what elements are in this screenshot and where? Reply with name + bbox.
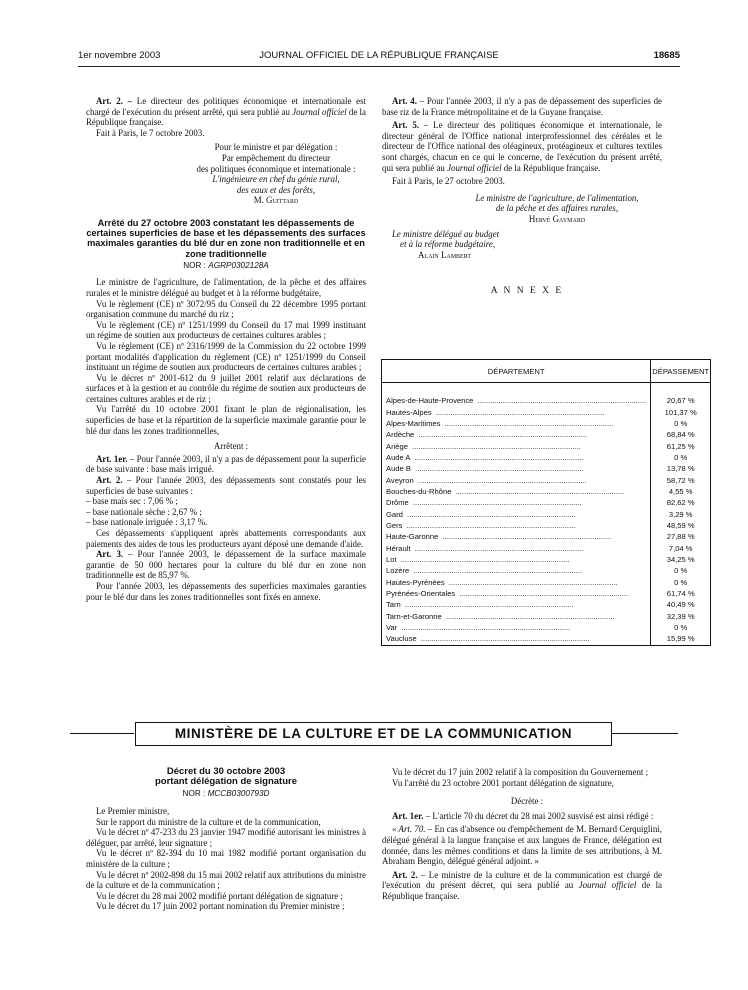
- art5-paragraph: Art. 5. – Le directeur des politiques économique et internationale, le directeur général de l'Office national interprofessionnel des céréales et le directeur de l'Office national des oléagineux, protéagineux et cultures textiles sont chargés, chacun en ce qui le concerne, de l'exécution du présent arrêté, qui sera publié au Journal officiel de la République française.: [382, 120, 662, 173]
- banner-rule-left: [70, 733, 134, 734]
- decret-right-para: Vu l'arrêté du 23 octobre 2001 portant délégation de signature,: [392, 777, 614, 788]
- depassement-cell: 7,04 %: [668, 543, 693, 553]
- decret-left-column: [86, 767, 366, 912]
- depassement-cell: 0 %: [674, 452, 688, 462]
- arrete-para: Vu le décret nº 2001-612 du 9 juillet 2001 relatif aux déclarations de surfaces et à la gestion et au contrôle du régime de soutien aux producteurs de certaines cultures arables et de riz ;: [86, 372, 366, 404]
- departement-cell: Hautes-Pyrénées ................................................................................: [382, 577, 651, 588]
- departement-cell: Var ................................................................................: [382, 622, 651, 633]
- decret-art2: Art. 2. – Le ministre de la culture et de la communication est chargé de l'exécution du présent décret, qui sera publié au Journal officiel de la République française.: [382, 869, 662, 901]
- left-column-top: [86, 96, 366, 602]
- departement-cell: Aveyron ................................................................................: [382, 474, 651, 485]
- arrete-nor: NOR : AGRP0302128A: [183, 260, 269, 270]
- header-page-number: 18685: [653, 50, 680, 61]
- header-journal-title: JOURNAL OFFICIEL DE LA RÉPUBLIQUE FRANÇAISE: [259, 50, 499, 61]
- depassement-cell: 34,25 %: [666, 554, 695, 564]
- arrete-art3: Art. 3. – Pour l'année 2003, le dépassement de la surface maximale garantie de 50 000 hectares pour la culture du blé dur en zone non traditionnelle est de 85,97 %.: [86, 549, 366, 581]
- depassement-cell: 32,39 %: [666, 611, 695, 621]
- depassement-cell: 58,72 %: [666, 475, 695, 485]
- decret-right-para: Vu le décret du 17 juin 2002 relatif à la composition du Gouvernement ;: [392, 767, 649, 777]
- table-row: [382, 463, 711, 474]
- decret-para: Vu le décret nº 2002-898 du 15 mai 2002 relatif aux attributions du ministre de la culture et de la communication ;: [86, 869, 366, 891]
- departement-cell: Ardèche ................................................................................: [382, 429, 651, 440]
- base-item: – base nationale irriguée : 3,17 %.: [86, 517, 208, 528]
- minister-signature-1: Le ministre de l'agriculture, de l'alimentation, de la pêche et des affaires rurales, Hervé Gaymard: [475, 192, 639, 224]
- arrete-title: Arrêté du 27 octobre 2003 constatant les dépassements de certaines superficies de base et les dépassements des surfaces maximales garanties du blé dur en zone non traditionnelle et en zone traditionnelle: [86, 217, 366, 259]
- decret-art70: « Art. 70. – En cas d'absence ou d'empêchement de M. Bernard Cerquiglini, délégué général à la langue française et aux langues de France, délégation est donnée, dans les mêmes conditions et dans la limite de ses attributions, à M. Abraham Bengio, délégué général adjoint. »: [382, 824, 662, 867]
- art4-paragraph: Art. 4. – Pour l'année 2003, il n'y a pas de dépassement des superficies de base riz de la France métropolitaine et de la Guyane française.: [382, 96, 662, 117]
- departement-cell: Aude B ................................................................................: [382, 463, 651, 474]
- minister-signature-2: Le ministre délégué au budget et à la réforme budgétaire, Alain Lambert: [392, 228, 500, 260]
- ministry-banner: MINISTÈRE DE LA CULTURE ET DE LA COMMUNICATION: [135, 722, 612, 746]
- table-row: [382, 542, 711, 553]
- arrete-art2: Art. 2. – Pour l'année 2003, des dépassements sont constatés pour les superficies de base suivantes :: [86, 475, 366, 496]
- depassement-cell: 0 %: [674, 418, 688, 428]
- right-column-top: [382, 96, 662, 297]
- table-row: [382, 622, 711, 633]
- table-row: [382, 531, 711, 542]
- depassement-cell: 27,88 %: [666, 532, 695, 542]
- table-row: [382, 520, 711, 531]
- table-row: [382, 497, 711, 508]
- col-header-departement: DÉPARTEMENT: [382, 360, 651, 383]
- decret-para: Vu le décret nº 47-233 du 23 janvier 1947 modifié autorisant les ministres à déléguer, par arrêté, leur signature ;: [86, 827, 366, 848]
- decret-para: Vu le décret du 17 juin 2002 portant nomination du Premier ministre ;: [96, 901, 345, 912]
- arrete-art3b: Pour l'année 2003, les dépassements des superficies maximales garanties pour le blé dur dans les zones traditionnelles sont fixés en annexe.: [86, 580, 366, 602]
- decrete: Décrète :: [510, 796, 544, 807]
- arrete-para: Vu le règlement (CE) nº 2316/1999 de la Commission du 22 octobre 1999 portant modalités d'application du règlement (CE) nº 1251/1999 du Conseil instituant un régime de soutien aux producteurs de certaines cultures arables ;: [86, 340, 366, 373]
- decret-para: Le Premier ministre,: [96, 806, 170, 816]
- arrete-ces: Ces dépassements s'appliquent après abattements correspondants aux paiements des aides de tous les producteurs ayant déposé une demande d'aide.: [86, 528, 366, 549]
- departement-cell: Aude A ................................................................................: [382, 452, 651, 463]
- departement-cell: Gers ................................................................................: [382, 520, 651, 531]
- decret-para: Vu le décret nº 82-394 du 10 mai 1982 modifié portant organisation du ministère de la culture ;: [86, 848, 366, 869]
- departement-cell: Hautes-Alpes ................................................................................: [382, 406, 651, 417]
- depassement-cell: 15,99 %: [666, 634, 695, 644]
- departement-cell: Bouches-du-Rhône ................................................................................: [382, 486, 651, 497]
- annexe-table: [381, 359, 711, 646]
- signature-block: Pour le ministre et par délégation : Par empêchement du directeur des politiques économique et internationale : L'ingénieure en chef du génie rural, des eaux et des forêts, M. Guittard: [176, 142, 366, 206]
- table-row: [382, 633, 711, 645]
- departement-cell: Tarn ................................................................................: [382, 599, 651, 610]
- header-date: 1er novembre 2003: [78, 50, 161, 61]
- banner-rule-right: [612, 733, 678, 734]
- decret-title: Décret du 30 octobre 2003 portant délégation de signature: [155, 766, 297, 788]
- arrete-para: Vu l'arrêté du 10 octobre 2001 fixant le plan de régionalisation, les superficies de base et la répartition de la superficie maximale garantie pour le blé dur dans les zones traditionnelles,: [86, 404, 366, 436]
- departement-cell: Vaucluse ................................................................................: [382, 633, 651, 645]
- depassement-cell: 0 %: [674, 566, 688, 576]
- depassement-cell: 48,59 %: [666, 520, 695, 530]
- table-row: [382, 395, 711, 406]
- table-row: [382, 474, 711, 485]
- table-row: [382, 577, 711, 588]
- departement-cell: Tarn-et-Garonne ................................................................................: [382, 611, 651, 622]
- table-row: [382, 429, 711, 440]
- depassement-cell: 0 %: [674, 577, 688, 587]
- departement-cell: Haute-Garonne ................................................................................: [382, 531, 651, 542]
- decret-art1: Art. 1er. – L'article 70 du décret du 28 mai 2002 susvisé est ainsi rédigé :: [392, 810, 654, 821]
- base-item: – base nationale sèche : 2,67 % ;: [86, 506, 202, 517]
- departement-cell: Lot ................................................................................: [382, 554, 651, 565]
- base-item: – base maïs sec : 7,06 % ;: [86, 496, 178, 507]
- table-row: [382, 440, 711, 451]
- table-row: [382, 599, 711, 610]
- table-row: [382, 452, 711, 463]
- depassement-cell: 68,84 %: [666, 430, 695, 440]
- page-header: [78, 50, 680, 64]
- table-row: [382, 554, 711, 565]
- depassement-cell: 3,29 %: [668, 509, 693, 519]
- table-row: [382, 486, 711, 497]
- decret-para: Sur le rapport du ministre de la culture et de la communication,: [96, 816, 321, 827]
- table-row: [382, 508, 711, 519]
- arrete-art1: Art. 1er. – Pour l'année 2003, il n'y a pas de dépassement pour la superficie de base suivante : base maïs irrigué.: [86, 453, 366, 475]
- table-row: [382, 565, 711, 576]
- table-row: [382, 406, 711, 417]
- departement-cell: Drôme ................................................................................: [382, 497, 651, 508]
- depassement-cell: 4,55 %: [668, 486, 693, 496]
- departement-cell: Alpes-de-Haute-Provence ................................................................................: [382, 395, 651, 406]
- annexe-title: A N N E X E: [490, 286, 564, 297]
- signatory-name: M. Guittard: [253, 195, 299, 206]
- departement-cell: Alpes-Maritimes ................................................................................: [382, 418, 651, 429]
- depassement-cell: 0 %: [674, 623, 688, 633]
- fait-a-paris: Fait à Paris, le 7 octobre 2003.: [96, 127, 205, 138]
- arrete-para: Vu le règlement (CE) nº 1251/1999 du Conseil du 17 mai 1999 instituant un régime de soutien aux producteurs de certaines cultures arables ;: [86, 319, 366, 341]
- depassement-cell: 82,62 %: [666, 498, 695, 508]
- decret-right-column: [382, 767, 662, 902]
- depassement-cell: 20,67 %: [666, 396, 695, 406]
- depassement-cell: 101,37 %: [664, 407, 697, 417]
- art2-paragraph: Art. 2. – Le directeur des politiques économique et internationale est chargé de l'exécution du présent arrêté, qui sera publié au Journal officiel de la République française.: [86, 96, 366, 128]
- depassement-cell: 13,78 %: [666, 464, 695, 474]
- arrete-para: Le ministre de l'agriculture, de l'alimentation, de la pêche et des affaires rurales et le ministre délégué au budget et à la réforme budgétaire,: [86, 277, 366, 298]
- arretent: Arrêtent :: [213, 441, 249, 452]
- departement-cell: Lozère ................................................................................: [382, 565, 651, 576]
- table-row: [382, 611, 711, 622]
- departement-cell: Gard ................................................................................: [382, 508, 651, 519]
- header-rule: [78, 66, 680, 67]
- depassement-cell: 61,25 %: [666, 441, 695, 451]
- col-header-depassement: DÉPASSEMENT: [651, 360, 711, 383]
- depassement-cell: 61,74 %: [666, 589, 695, 599]
- departement-cell: Ariège ................................................................................: [382, 440, 651, 451]
- fait-a-paris-2: Fait à Paris, le 27 octobre 2003.: [392, 176, 505, 187]
- decret-nor: NOR : MCCB0300793D: [182, 789, 270, 799]
- departement-cell: Pyrénées-Orientales ................................................................................: [382, 588, 651, 599]
- departement-cell: Hérault ................................................................................: [382, 542, 651, 553]
- arrete-para: Vu le règlement (CE) nº 3072/95 du Conseil du 22 décembre 1995 portant organisation commune du marché du riz ;: [86, 298, 366, 320]
- decret-para: Vu le décret du 28 mai 2002 modifié portant délégation de signature ;: [96, 890, 343, 901]
- table-row: [382, 418, 711, 429]
- table-row: [382, 588, 711, 599]
- depassement-cell: 40,49 %: [666, 600, 695, 610]
